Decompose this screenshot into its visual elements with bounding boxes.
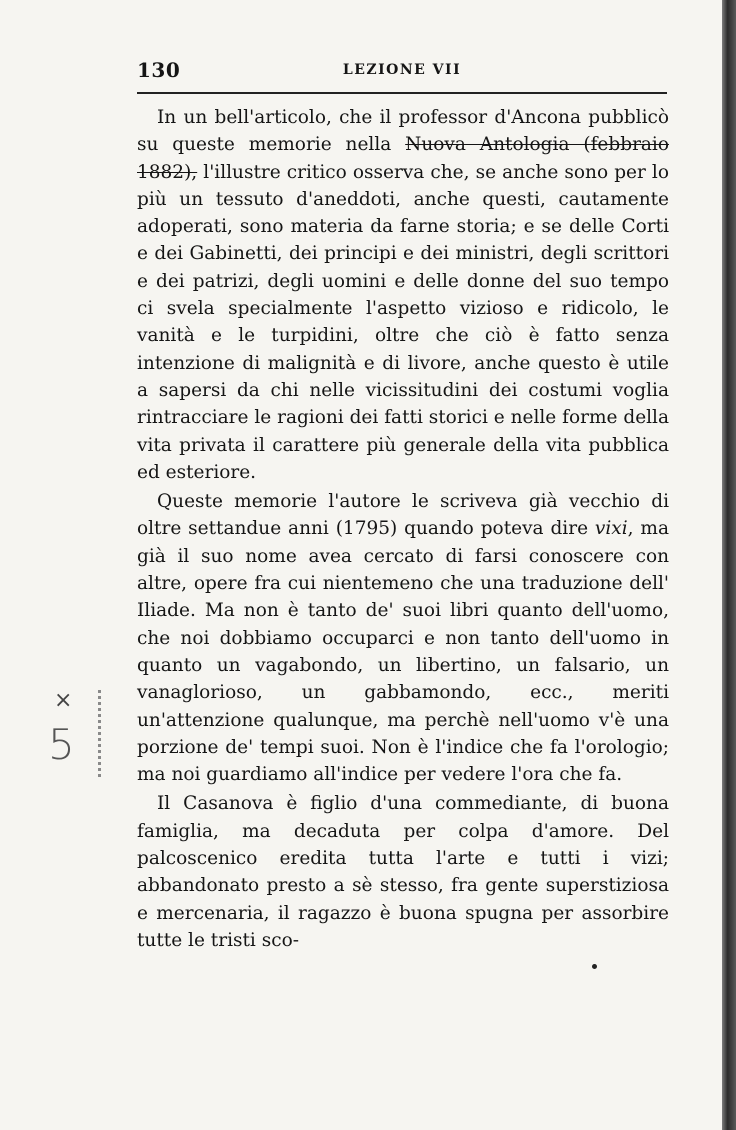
margin-x-mark: ×	[54, 688, 73, 713]
margin-dotted-line	[98, 690, 101, 780]
p2-italic-word: vixi	[594, 518, 628, 540]
p2-text-b: , ma già il suo nome avea cercato di farsi conoscere con altre, opere fra cui nientemeno che una traduzione dell' Iliade. Ma non è tanto de' suoi libri quanto dell'uomo, che noi dobbiamo occuparci e non tanto dell'uomo in quanto un vagabondo, un libertino, un falsario, un vanaglorioso, un gabbamondo, ecc., meriti un'attenzione qualunque, ma perchè nell'uomo v'è una porzione de' tempi suoi. Non è l'indice che fa l'orologio; ma noi guardiamo all'indice per vedere l'ora che fa.	[137, 518, 669, 786]
p1-text-a: In un bell'articolo, che il professor d'Ancona pubblicò su queste memorie nella	[137, 107, 669, 156]
running-head	[137, 56, 667, 88]
margin-handwritten-mark: 5	[48, 720, 75, 769]
page-header-title: LEZIONE VII	[342, 62, 462, 78]
paragraph-3: Il Casanova è figlio d'una commediante, di buona famiglia, ma decaduta per colpa d'amore. Del palcoscenico eredita tutta l'arte e tutti i vizi; abbandonato presto a sè stesso, fra gente superstiziosa e mercenaria, il ragazzo è buona spugna per assorbire tutte le tristi sco-	[137, 793, 669, 951]
p2-text-a: Queste memorie l'autore le scriveva già vecchio di oltre settandue anni (1795) quando poteva dire	[137, 491, 669, 540]
book-spine-edge	[722, 0, 736, 1130]
ink-dot	[592, 964, 597, 969]
page-number: 130	[137, 58, 181, 82]
paragraph-2	[137, 488, 669, 788]
paragraph-1	[137, 104, 669, 486]
p1-text-b: l'illustre critico osserva che, se anche sono per lo più un tessuto d'aneddoti, anche questi, cautamente adoperati, sono materia da farne storia; e se delle Corti e dei Gabinetti, dei principi e dei ministri, degli scrittori e dei patrizi, degli uomini e delle donne del suo tempo ci svela specialmente l'aspetto vizioso e ridicolo, le vanità e le turpidini, oltre che ciò è fatto senza intenzione di malignità e di livore, anche questo è utile a sapersi da chi nelle vicissitudini dei costumi voglia rintracciare le ragioni dei fatti storici e nelle forme della vita privata il carattere più generale della vita pubblica ed esteriore.	[137, 161, 669, 483]
p1-struck-citation: Nuova Antologia (febbraio 1882),	[137, 134, 669, 183]
header-rule	[137, 92, 667, 94]
body-text	[137, 104, 669, 954]
margin-annotations	[28, 680, 118, 790]
